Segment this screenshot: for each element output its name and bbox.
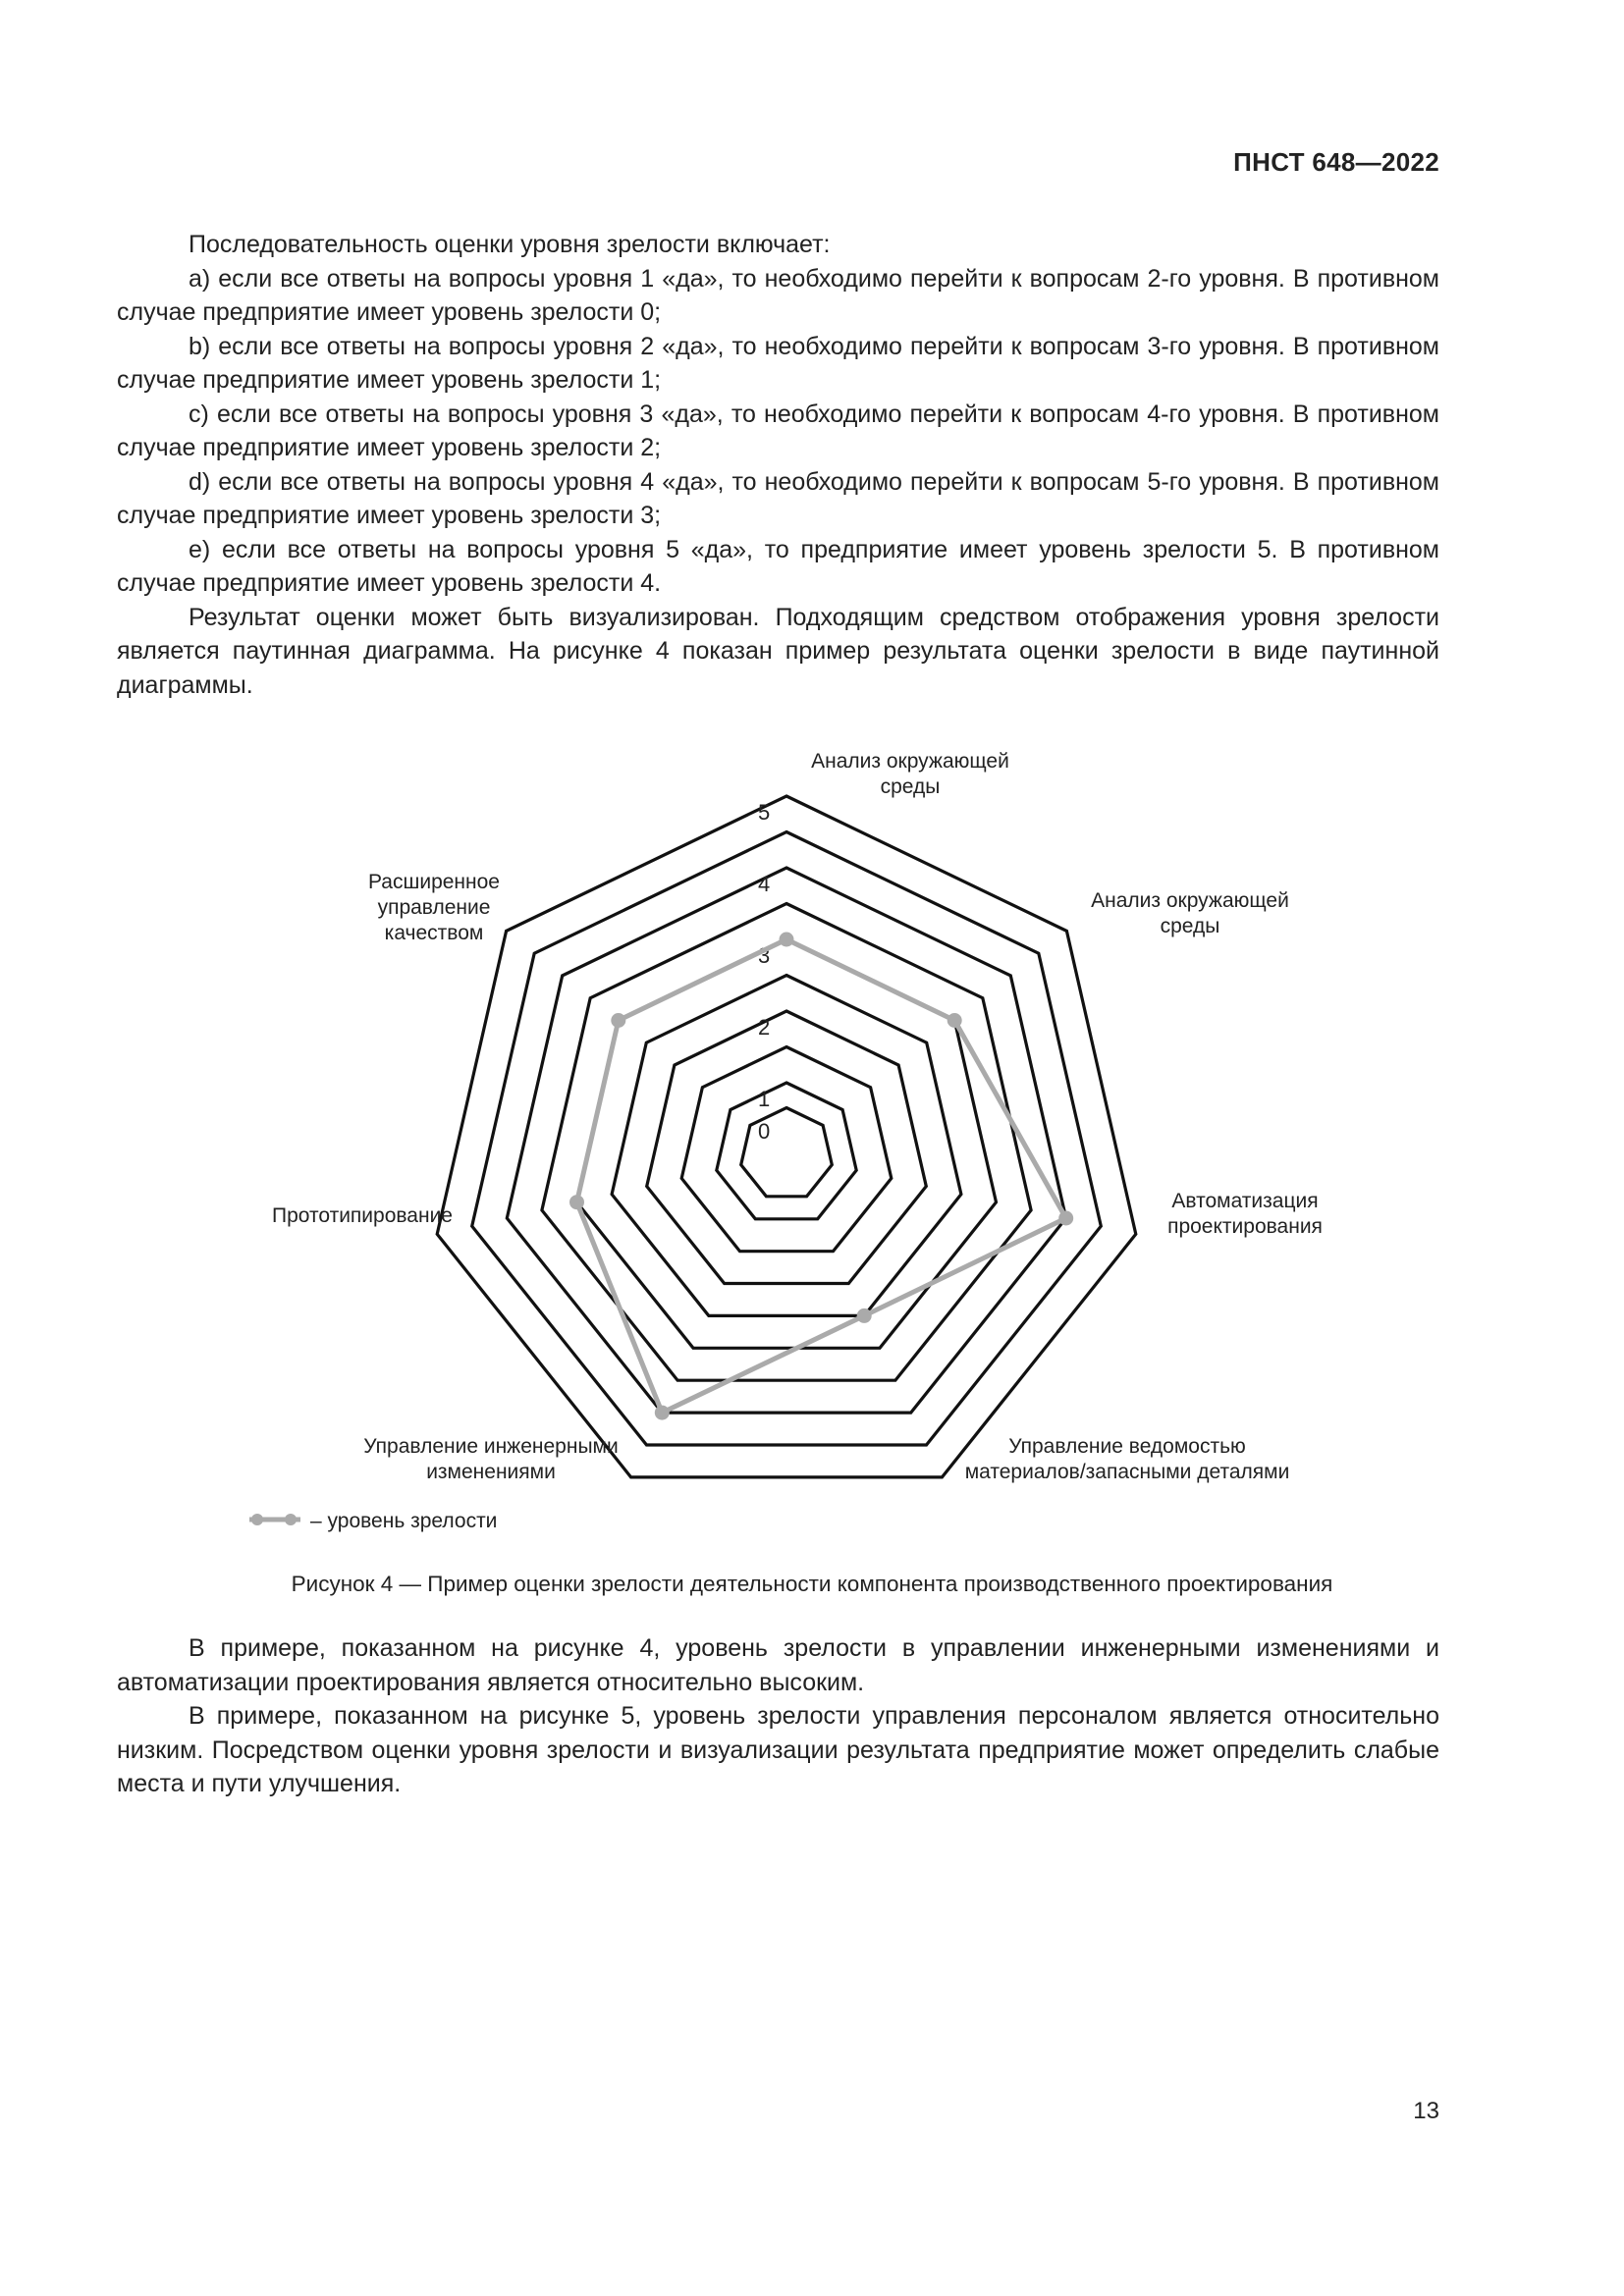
paragraph: b) если все ответы на вопросы уровня 2 «да», то необходимо перейти к вопросам 3-го уровня. В противном случае предприятие имеет уровень зрелости 1; [117, 332, 1439, 394]
paragraph: В примере, показанном на рисунке 4, уровень зрелости в управлении инженерными изменениями и автоматизации проектирования является относительно высоким. [117, 1634, 1439, 1696]
series-point [569, 1195, 584, 1209]
axis-label: Автоматизация [1171, 1190, 1319, 1212]
axis-label: Расширенное [368, 871, 500, 893]
legend-label: – уровень зрелости [310, 1510, 498, 1532]
chart-legend [249, 1510, 497, 1532]
axis-label: материалов/запасными деталями [964, 1461, 1290, 1483]
paragraph: e) если все ответы на вопросы уровня 5 «да», то предприятие имеет уровень зрелости 5. В противном случае предприятие имеет уровень зрелости 4. [117, 535, 1439, 597]
tick-label: 3 [758, 943, 771, 968]
paragraph: а) если все ответы на вопросы уровня 1 «да», то необходимо перейти к вопросам 2-го уровня. В противном случае предприятие имеет уровень зрелости 0; [117, 264, 1439, 326]
tick-label: 5 [758, 800, 771, 825]
series-point [655, 1406, 670, 1420]
series-point [947, 1013, 962, 1028]
series-point [611, 1013, 625, 1028]
tick-label: 2 [758, 1015, 771, 1040]
grid-ring-5 [577, 939, 997, 1348]
series-point [857, 1308, 872, 1323]
legend-marker-left [251, 1514, 263, 1525]
axis-label: управление [377, 896, 491, 919]
radar-axis-labels [272, 750, 1323, 1483]
axis-label: проектирования [1167, 1215, 1323, 1238]
paragraph: c) если все ответы на вопросы уровня 3 «да», то необходимо перейти к вопросам 4-го уровня. В противном случае предприятие имеет уровень зрелости 2; [117, 400, 1439, 461]
grid-ring-4 [612, 976, 961, 1316]
conclusion-text [117, 1631, 1439, 1801]
axis-label: Анализ окружающей [811, 750, 1009, 773]
paragraph: В примере, показанном на рисунке 5, уровень зрелости управления персоналом является относительно низким. Посредством оценки уровня зрелости и визуализации результата предприятие может определить слабые места и пути улучшения. [117, 1702, 1439, 1797]
grid-ring-0 [741, 1108, 833, 1197]
grid-ring-2 [681, 1047, 892, 1252]
series-point [780, 933, 794, 947]
axis-label: Управление инженерными [363, 1435, 619, 1458]
paragraph: Последовательность оценки уровня зрелости включает: [189, 231, 831, 258]
paragraph: Результат оценки может быть визуализирован. Подходящим средством отображения уровня зрелости является паутинная диаграмма. На рисунке 4 показан пример результата оценки зрелости в виде паутинной диаграммы. [117, 603, 1439, 699]
axis-label: среды [880, 775, 941, 798]
radar-grid [437, 796, 1136, 1477]
axis-label: Анализ окружающей [1091, 889, 1289, 912]
legend-marker-right [285, 1514, 297, 1525]
series-point [1058, 1211, 1073, 1226]
document-code: ПНСТ 648—2022 [1233, 147, 1439, 177]
figure-caption: Рисунок 4 — Пример оценки зрелости деятельности компонента производственного проектирования [291, 1572, 1333, 1596]
axis-label: Прототипирование [271, 1204, 453, 1227]
axis-label: изменениями [426, 1461, 556, 1483]
page-number: 13 [1413, 2098, 1439, 2124]
axis-label: качеством [384, 922, 484, 944]
paragraph: d) если все ответы на вопросы уровня 4 «да», то необходимо перейти к вопросам 5-го уровня. В противном случае предприятие имеет уровень зрелости 3; [117, 467, 1439, 529]
tick-label: 1 [758, 1087, 771, 1111]
grid-ring-9 [437, 796, 1136, 1477]
tick-label: 4 [758, 872, 771, 896]
axis-label: среды [1160, 915, 1220, 937]
radar-tick-labels [758, 800, 770, 1144]
axis-label: Управление ведомостью [1008, 1435, 1246, 1458]
tick-label: 0 [758, 1119, 771, 1144]
grid-ring-1 [717, 1083, 856, 1219]
